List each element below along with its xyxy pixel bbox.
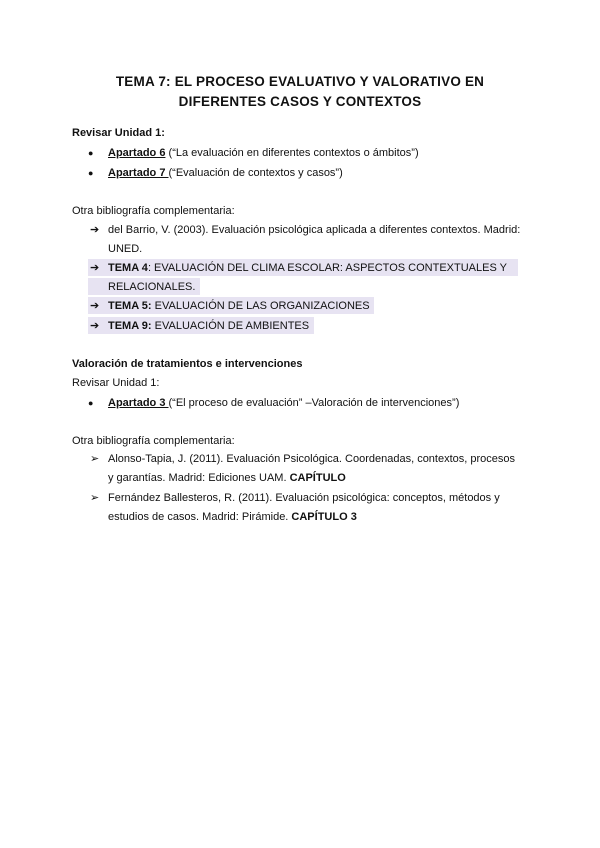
arrow-icon: ➢ bbox=[90, 453, 100, 465]
list-item-text: (“El proceso de evaluación” –Valoración de intervenciones”) bbox=[168, 397, 460, 409]
chapter-label: CAPÍTULO bbox=[289, 472, 346, 484]
arrow-icon: ➔ bbox=[90, 262, 100, 274]
tema-label: TEMA 4 bbox=[108, 262, 148, 274]
apartado-link[interactable]: Apartado 6 bbox=[108, 147, 166, 159]
biblio-entry-line: Fernández Ballesteros, R. (2011). Evaluación psicológica: conceptos, métodos y bbox=[108, 492, 500, 504]
list-item bbox=[108, 146, 419, 160]
biblio-entry-line: RELACIONALES. bbox=[108, 281, 196, 293]
biblio-entry-line bbox=[108, 261, 507, 275]
arrow-icon: ➔ bbox=[90, 320, 100, 332]
biblio-entry-line bbox=[108, 510, 357, 524]
apartado-link[interactable]: Apartado 3 bbox=[108, 397, 169, 409]
biblio-text: estudios de casos. Madrid: Pirámide. bbox=[108, 511, 292, 523]
apartado-link[interactable]: Apartado 7 bbox=[108, 167, 169, 179]
tema-title: EVALUACIÓN DE AMBIENTES bbox=[151, 320, 310, 332]
biblio-entry-line bbox=[108, 319, 309, 333]
list-item-text: (“Evaluación de contextos y casos”) bbox=[168, 167, 343, 179]
section2-heading: Valoración de tratamientos e intervenciones bbox=[72, 358, 303, 370]
biblio-entry-line: UNED. bbox=[108, 243, 143, 255]
biblio-label: Otra bibliografía complementaria: bbox=[72, 205, 235, 217]
arrow-icon: ➢ bbox=[90, 492, 100, 504]
bullet-icon: ● bbox=[88, 148, 94, 158]
chapter-label: CAPÍTULO 3 bbox=[291, 511, 357, 523]
title-line-1: TEMA 7: EL PROCESO EVALUATIVO Y VALORATIVO EN bbox=[115, 74, 485, 89]
arrow-icon: ➔ bbox=[90, 224, 100, 236]
page-title bbox=[60, 72, 540, 112]
bullet-icon: ● bbox=[88, 168, 94, 178]
biblio-entry-line: Alonso-Tapia, J. (2011). Evaluación Psicológica. Coordenadas, contextos, procesos bbox=[108, 453, 516, 465]
list-item bbox=[108, 396, 459, 410]
title-line-2: DIFERENTES CASOS Y CONTEXTOS bbox=[178, 94, 422, 109]
biblio-text: y garantías. Madrid: Ediciones UAM. bbox=[108, 472, 290, 484]
biblio-entry-line bbox=[108, 299, 370, 313]
biblio-entry-line bbox=[108, 471, 346, 485]
section2-subheading: Revisar Unidad 1: bbox=[72, 377, 160, 389]
list-item bbox=[108, 166, 343, 180]
arrow-icon: ➔ bbox=[90, 300, 100, 312]
section1-heading: Revisar Unidad 1: bbox=[72, 127, 165, 139]
tema-label: TEMA 9: bbox=[108, 320, 152, 332]
list-item-text: (“La evaluación en diferentes contextos o ámbitos”) bbox=[165, 147, 419, 159]
bullet-icon: ● bbox=[88, 398, 94, 408]
tema-title: EVALUACIÓN DE LAS ORGANIZACIONES bbox=[151, 300, 370, 312]
tema-title: : EVALUACIÓN DEL CLIMA ESCOLAR: ASPECTOS CONTEXTUALES Y bbox=[147, 262, 507, 274]
biblio-entry-line: del Barrio, V. (2003). Evaluación psicológica aplicada a diferentes contextos. Madrid: bbox=[108, 224, 521, 236]
biblio-label: Otra bibliografía complementaria: bbox=[72, 435, 235, 447]
tema-label: TEMA 5: bbox=[108, 300, 152, 312]
